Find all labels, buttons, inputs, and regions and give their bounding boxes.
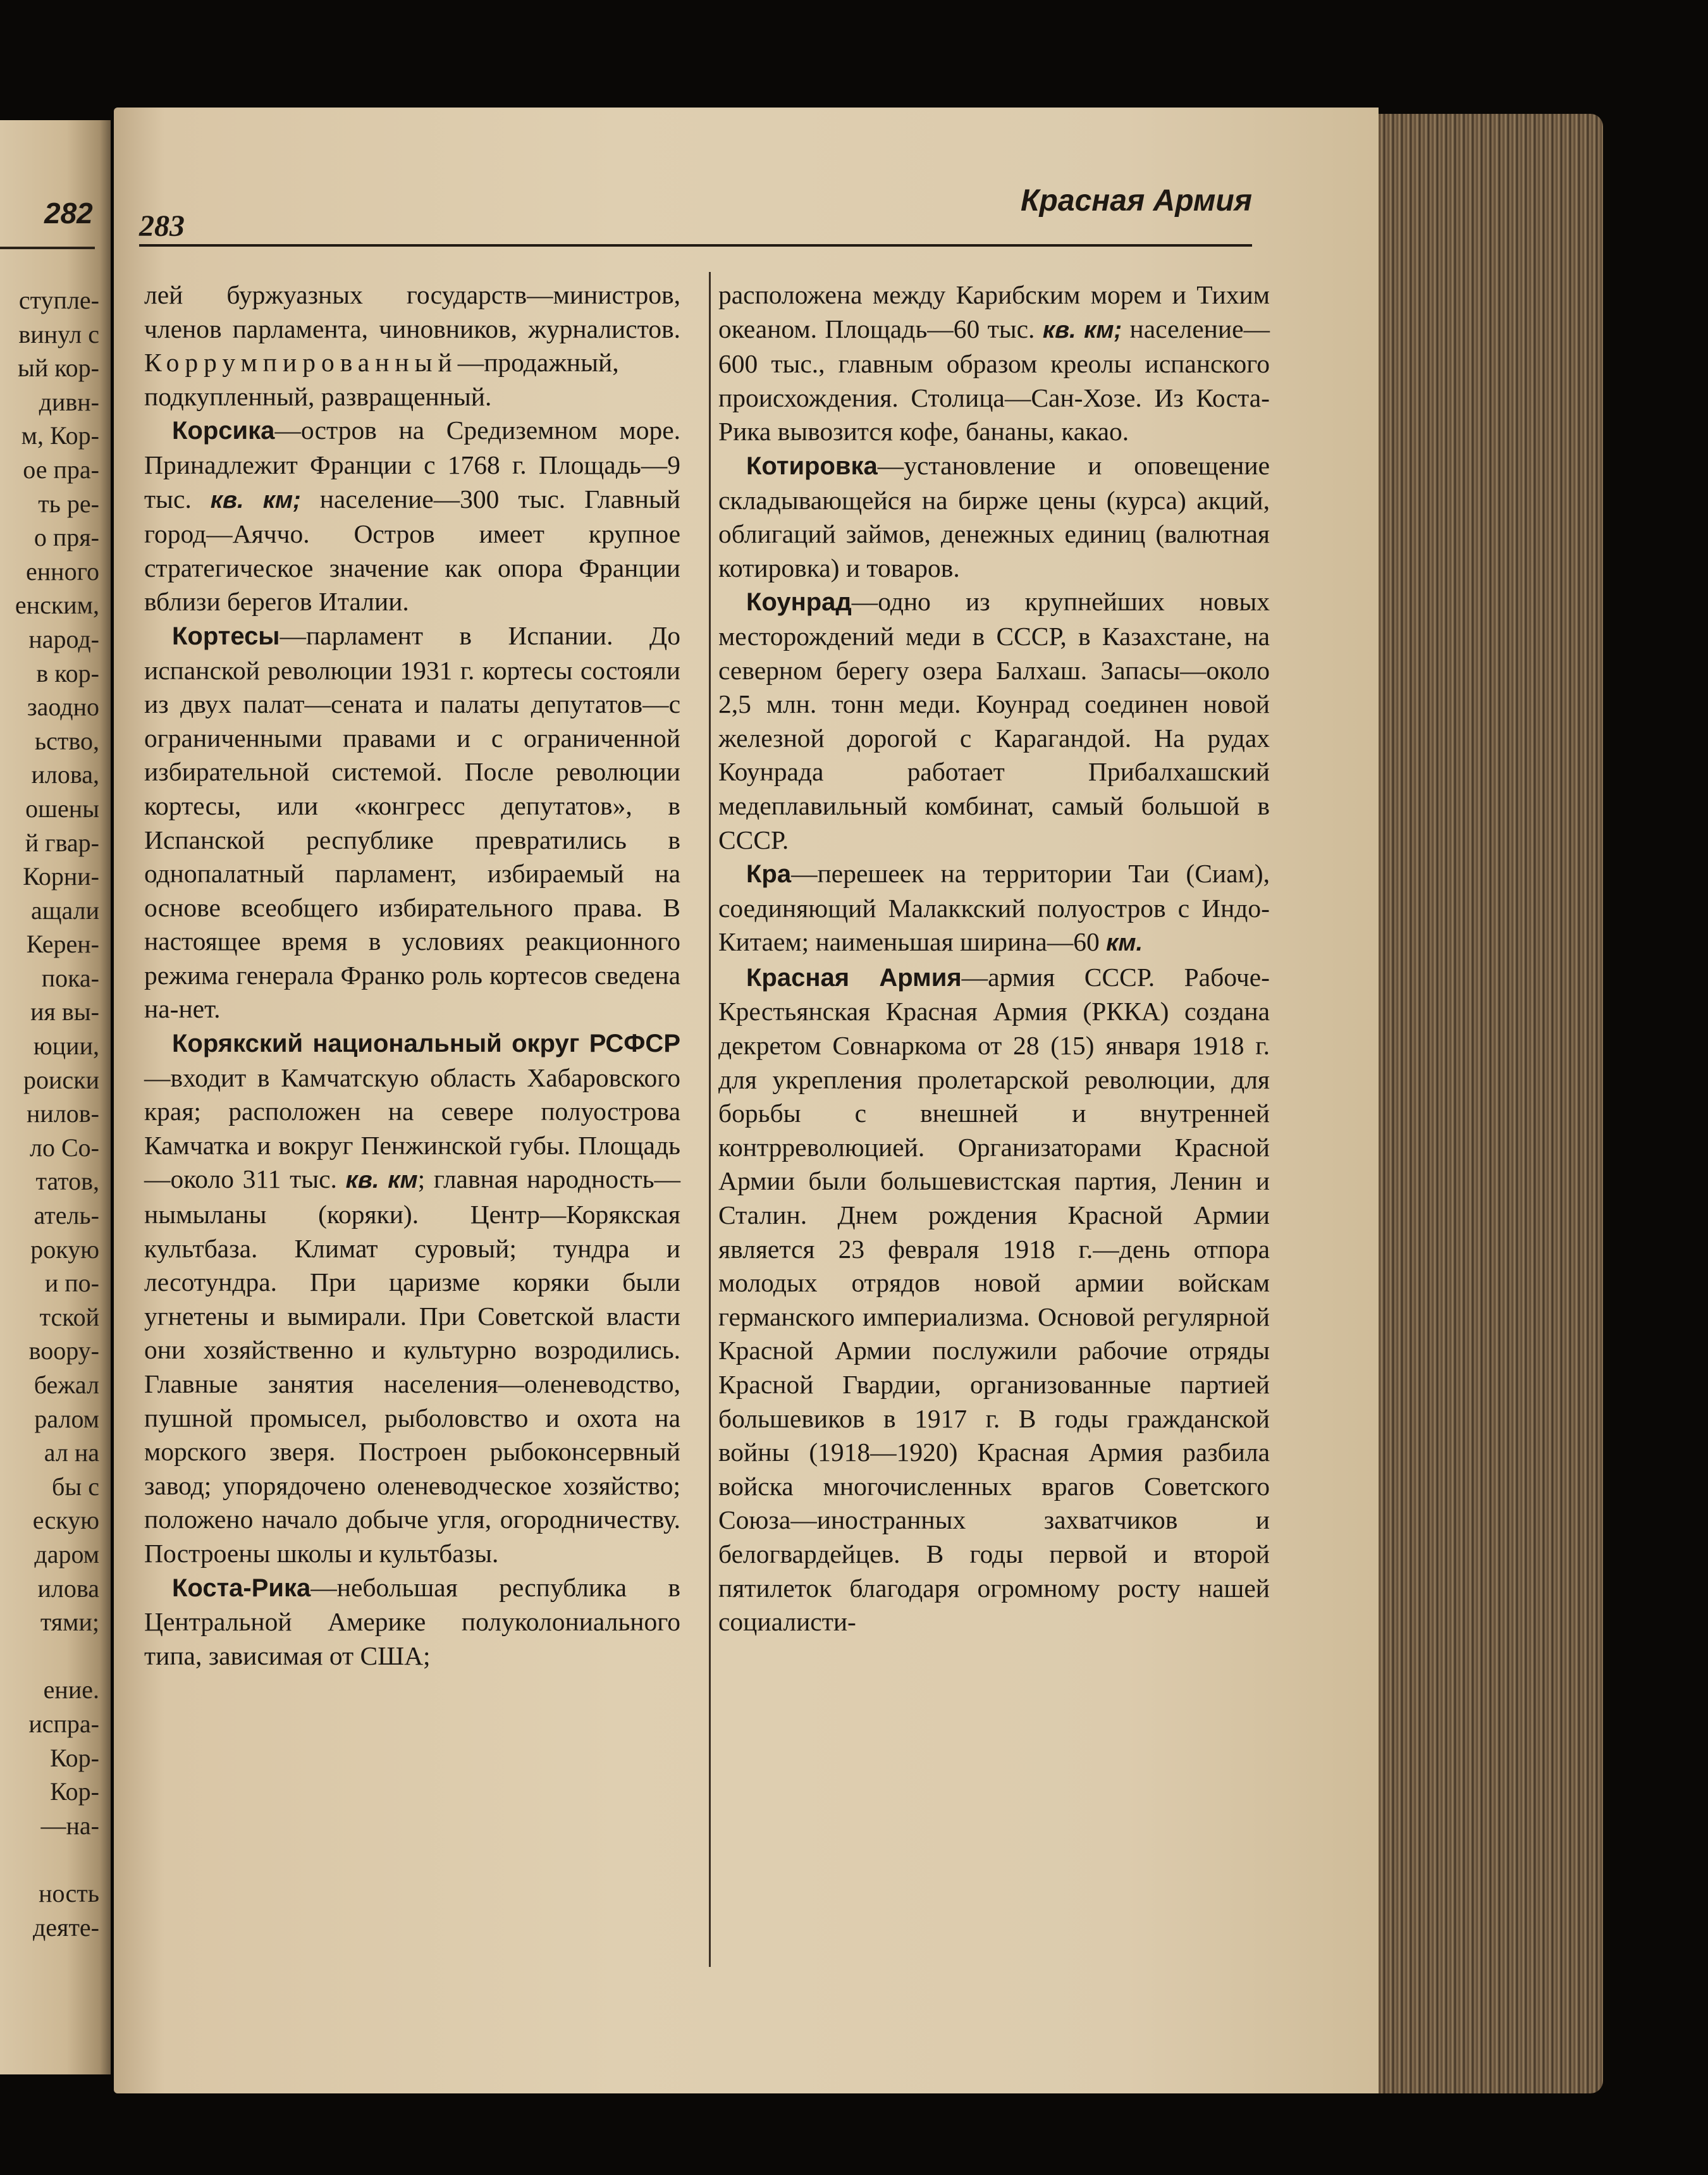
previous-page-fragment: ошены: [25, 794, 99, 823]
unit-text: кв. км: [345, 1167, 418, 1194]
entry-krasnaya-armiya: [718, 961, 1270, 1639]
previous-page-fragment: илова,: [31, 760, 99, 789]
previous-page-fragment: рокую: [30, 1235, 99, 1264]
previous-page-fragment: в кор-: [36, 658, 99, 687]
previous-page-fragment: Кор-: [49, 1777, 99, 1806]
left-column: [144, 278, 680, 1673]
entry-headword: Коунрад: [746, 588, 852, 617]
previous-page-fragment: атель-: [34, 1201, 99, 1230]
previous-page-fragment: роиски: [23, 1065, 99, 1094]
previous-page-fragment: [0, 1639, 99, 1673]
previous-page-fragment: Корни-: [23, 862, 99, 891]
previous-page-fragment: заодно: [27, 693, 99, 722]
unit-text: км.: [1106, 930, 1143, 957]
entry-text: —парламент в Испании. До испанской революции 1931 г. кортесы состояли из двух палат—сената и палаты депутатов—с ограниченными правами и с ограниченной избирательной системой. После революции кортесы, или «конгресс депутатов», в Испанской республике превратились в однопалатный парламент, избираемый на основе всеобщего избирательного права. В настоящее время в условиях реакционного режима генерала Франко роль кортесов сведена на-нет.: [144, 620, 680, 1024]
previous-page-fragment: ия вы-: [30, 997, 99, 1026]
previous-page-fragment: нилов-: [27, 1099, 99, 1128]
continuation-text: расположена между Карибским морем и Тихим океаном. Площадь—60 тыс.: [718, 280, 1270, 343]
entry-text: —установление и оповещение складывающейся на бирже цены (курса) акций, облигаций займов, денежных единиц (валютная котировка) и товаров.: [718, 450, 1270, 582]
previous-page-fragment: Кор-: [49, 1743, 99, 1772]
term-definition: —продажный, подкупленный, развращенный.: [144, 348, 619, 411]
entry-headword: Корякский национальный округ РСФСР: [172, 1030, 680, 1058]
previous-page-fragment: —на-: [40, 1811, 99, 1840]
entry-kra: [718, 857, 1270, 961]
right-column: [718, 278, 1270, 1639]
previous-page-fragment: ность: [39, 1878, 99, 1907]
previous-page-fragment: бежал: [34, 1371, 99, 1399]
previous-page-fragment: ение.: [43, 1675, 99, 1704]
term-spaced: Коррумпированный: [144, 348, 458, 378]
previous-page-fragment: дивн-: [39, 387, 99, 416]
entry-korsika: [144, 414, 680, 619]
previous-page-fragment: енским,: [15, 591, 99, 620]
entry-continuation: [718, 278, 1270, 449]
previous-page-fragment: енного: [26, 557, 99, 586]
entry-kortesy: [144, 619, 680, 1026]
running-head: Красная Армия: [1021, 184, 1252, 218]
continuation-text: население—600 тыс., главным образом креолы испанского происхождения. Столица—Сан-Хозе. Из Коста-Рика вывозится кофе, бананы, какао.: [718, 314, 1270, 447]
previous-page-fragment: о пря-: [34, 523, 99, 552]
entry-continuation: [144, 278, 680, 414]
previous-page-fragment: Керен-: [26, 930, 99, 959]
previous-page-fragment: и по-: [44, 1269, 99, 1298]
unit-text: кв. км;: [210, 486, 301, 514]
previous-page-fragment: юции,: [33, 1032, 99, 1061]
unit-text: кв. км;: [1042, 316, 1122, 343]
entry-headword: Котировка: [746, 452, 878, 480]
previous-page-fragment: ло Со-: [30, 1133, 99, 1162]
entry-headword: Кра: [746, 860, 792, 889]
entry-headword: Красная Армия: [746, 963, 962, 992]
entry-headword: Коста-Рика: [172, 1574, 311, 1602]
previous-page-header-rule: [0, 247, 95, 249]
previous-page-fragment: пока-: [41, 963, 99, 992]
page-header: [139, 183, 1252, 243]
previous-page-fragment: ралом: [34, 1404, 99, 1433]
entry-kotirovka: [718, 449, 1270, 585]
previous-page-fragment: й гвар-: [25, 828, 99, 857]
entry-text: —остров на Средиземном море. Принадлежит Франции с 1768 г. Площадь—9 тыс.: [144, 416, 680, 514]
column-divider: [709, 272, 711, 1967]
previous-page-fragment: воору-: [28, 1336, 99, 1365]
entry-kosta-rika: [144, 1571, 680, 1673]
previous-page-fragment: ескую: [32, 1506, 99, 1535]
previous-page-fragment: бы с: [52, 1472, 99, 1501]
previous-page-fragment: м, Кор-: [21, 421, 99, 450]
previous-page-fragment: илова: [37, 1574, 99, 1603]
entry-text: —армия СССР. Рабоче-Крестьянская Красная Армия (РККА) создана декретом Совнаркома от 28 (15) января 1918 г. для укрепления пролетарской революции, для борьбы с внешней и внутренней контрреволюцией. Организаторами Красной Армии были большевистская партия, Ленин и Сталин. Днем рождения Красной Армии является 23 февраля 1918 г.—день отпора молодых отрядов новой армии войскам германского империализма. Основой регулярной Красной Армии послужили рабочие отряды Красной Гвардии, организованные партией большевиков в 1917 г. В годы гражданской войны (1918—1920) Красная Армия разбила войска многочисленных врагов Советского Союза—иностранных захватчиков и белогвардейцев. В годы первой и второй пятилеток благодаря огромному росту нашей социалисти-: [718, 962, 1270, 1637]
entry-headword: Корсика: [172, 417, 275, 445]
previous-page-fragment: ал на: [44, 1438, 99, 1467]
entry-text: —одно из крупнейших новых месторождений меди в СССР, в Казахстане, на северном берегу озера Балхаш. Запасы—около 2,5 млн. тонн меди. Коунрад соединен новой железной дорогой с Карагандой. На рудах Коунрада работает Прибалхашский медеплавильный комбинат, самый большой в СССР.: [718, 587, 1270, 854]
entry-koryak-okrug: [144, 1026, 680, 1571]
previous-page-number: 282: [44, 197, 93, 230]
entry-text: —небольшая республика в Центральной Америке полуколониального типа, зависимая от США;: [144, 1572, 680, 1670]
book-page-edges: [1375, 114, 1603, 2093]
previous-page-fragment: ое пра-: [23, 455, 99, 484]
previous-page-fragment: даром: [34, 1539, 99, 1568]
entry-kounrad: [718, 585, 1270, 857]
previous-page-fragment: народ-: [28, 624, 99, 653]
previous-page-fragment: винул с: [18, 319, 99, 348]
continuation-text: лей буржуазных государств—министров, членов парламента, чиновников, журналистов.: [144, 280, 680, 343]
previous-page-fragment: тской: [39, 1302, 99, 1331]
entry-text: —перешеек на территории Таи (Сиам), соединяющий Малаккский полуостров с Индо-Китаем; наименьшая ширина—60: [718, 859, 1270, 957]
page-number: 283: [139, 209, 185, 243]
previous-page-fragment: деяте-: [32, 1913, 99, 1942]
previous-page-fragment: ый кор-: [17, 354, 99, 383]
previous-page-line-fragments: [0, 283, 99, 1944]
entry-text: ; главная народность—нымыланы (коряки). Центр—Корякская культбаза. Климат суровый; тундра и лесотундра. При царизме коряки были угнетены и вымирали. При Советской власти они хозяйственно и культурно возродились. Главные занятия населения—оленеводство, пушной промысел, рыболовство и охота на морского зверя. Построен рыбоконсервный завод; упорядочено оленеводческое хозяйство; положено начало добыче угля, огородничеству. Построены школы и культбазы.: [144, 1164, 680, 1568]
previous-page-fragment: ть ре-: [38, 489, 99, 518]
previous-page-fragment: ступле-: [18, 286, 99, 314]
previous-page-fragment: испра-: [28, 1709, 99, 1738]
previous-page-fragment: [0, 1842, 99, 1876]
header-rule: [139, 244, 1252, 247]
previous-page-fragment: ьство,: [34, 726, 99, 755]
previous-page-edge: [0, 120, 111, 2074]
entry-headword: Кортесы: [172, 622, 280, 650]
entry-text: —входит в Камчатскую область Хабаровского края; расположен на севере полуострова Камчатка и вокруг Пенжинской губы. Площадь—около 311 тыс.: [144, 1063, 680, 1194]
previous-page-fragment: татов,: [35, 1167, 99, 1196]
entry-text: население—300 тыс. Главный город—Аяччо. Остров имеет крупное стратегическое значение как опора Франции вблизи берегов Италии.: [144, 484, 681, 617]
previous-page-fragment: тями;: [40, 1608, 99, 1637]
previous-page-fragment: ащали: [30, 896, 99, 925]
